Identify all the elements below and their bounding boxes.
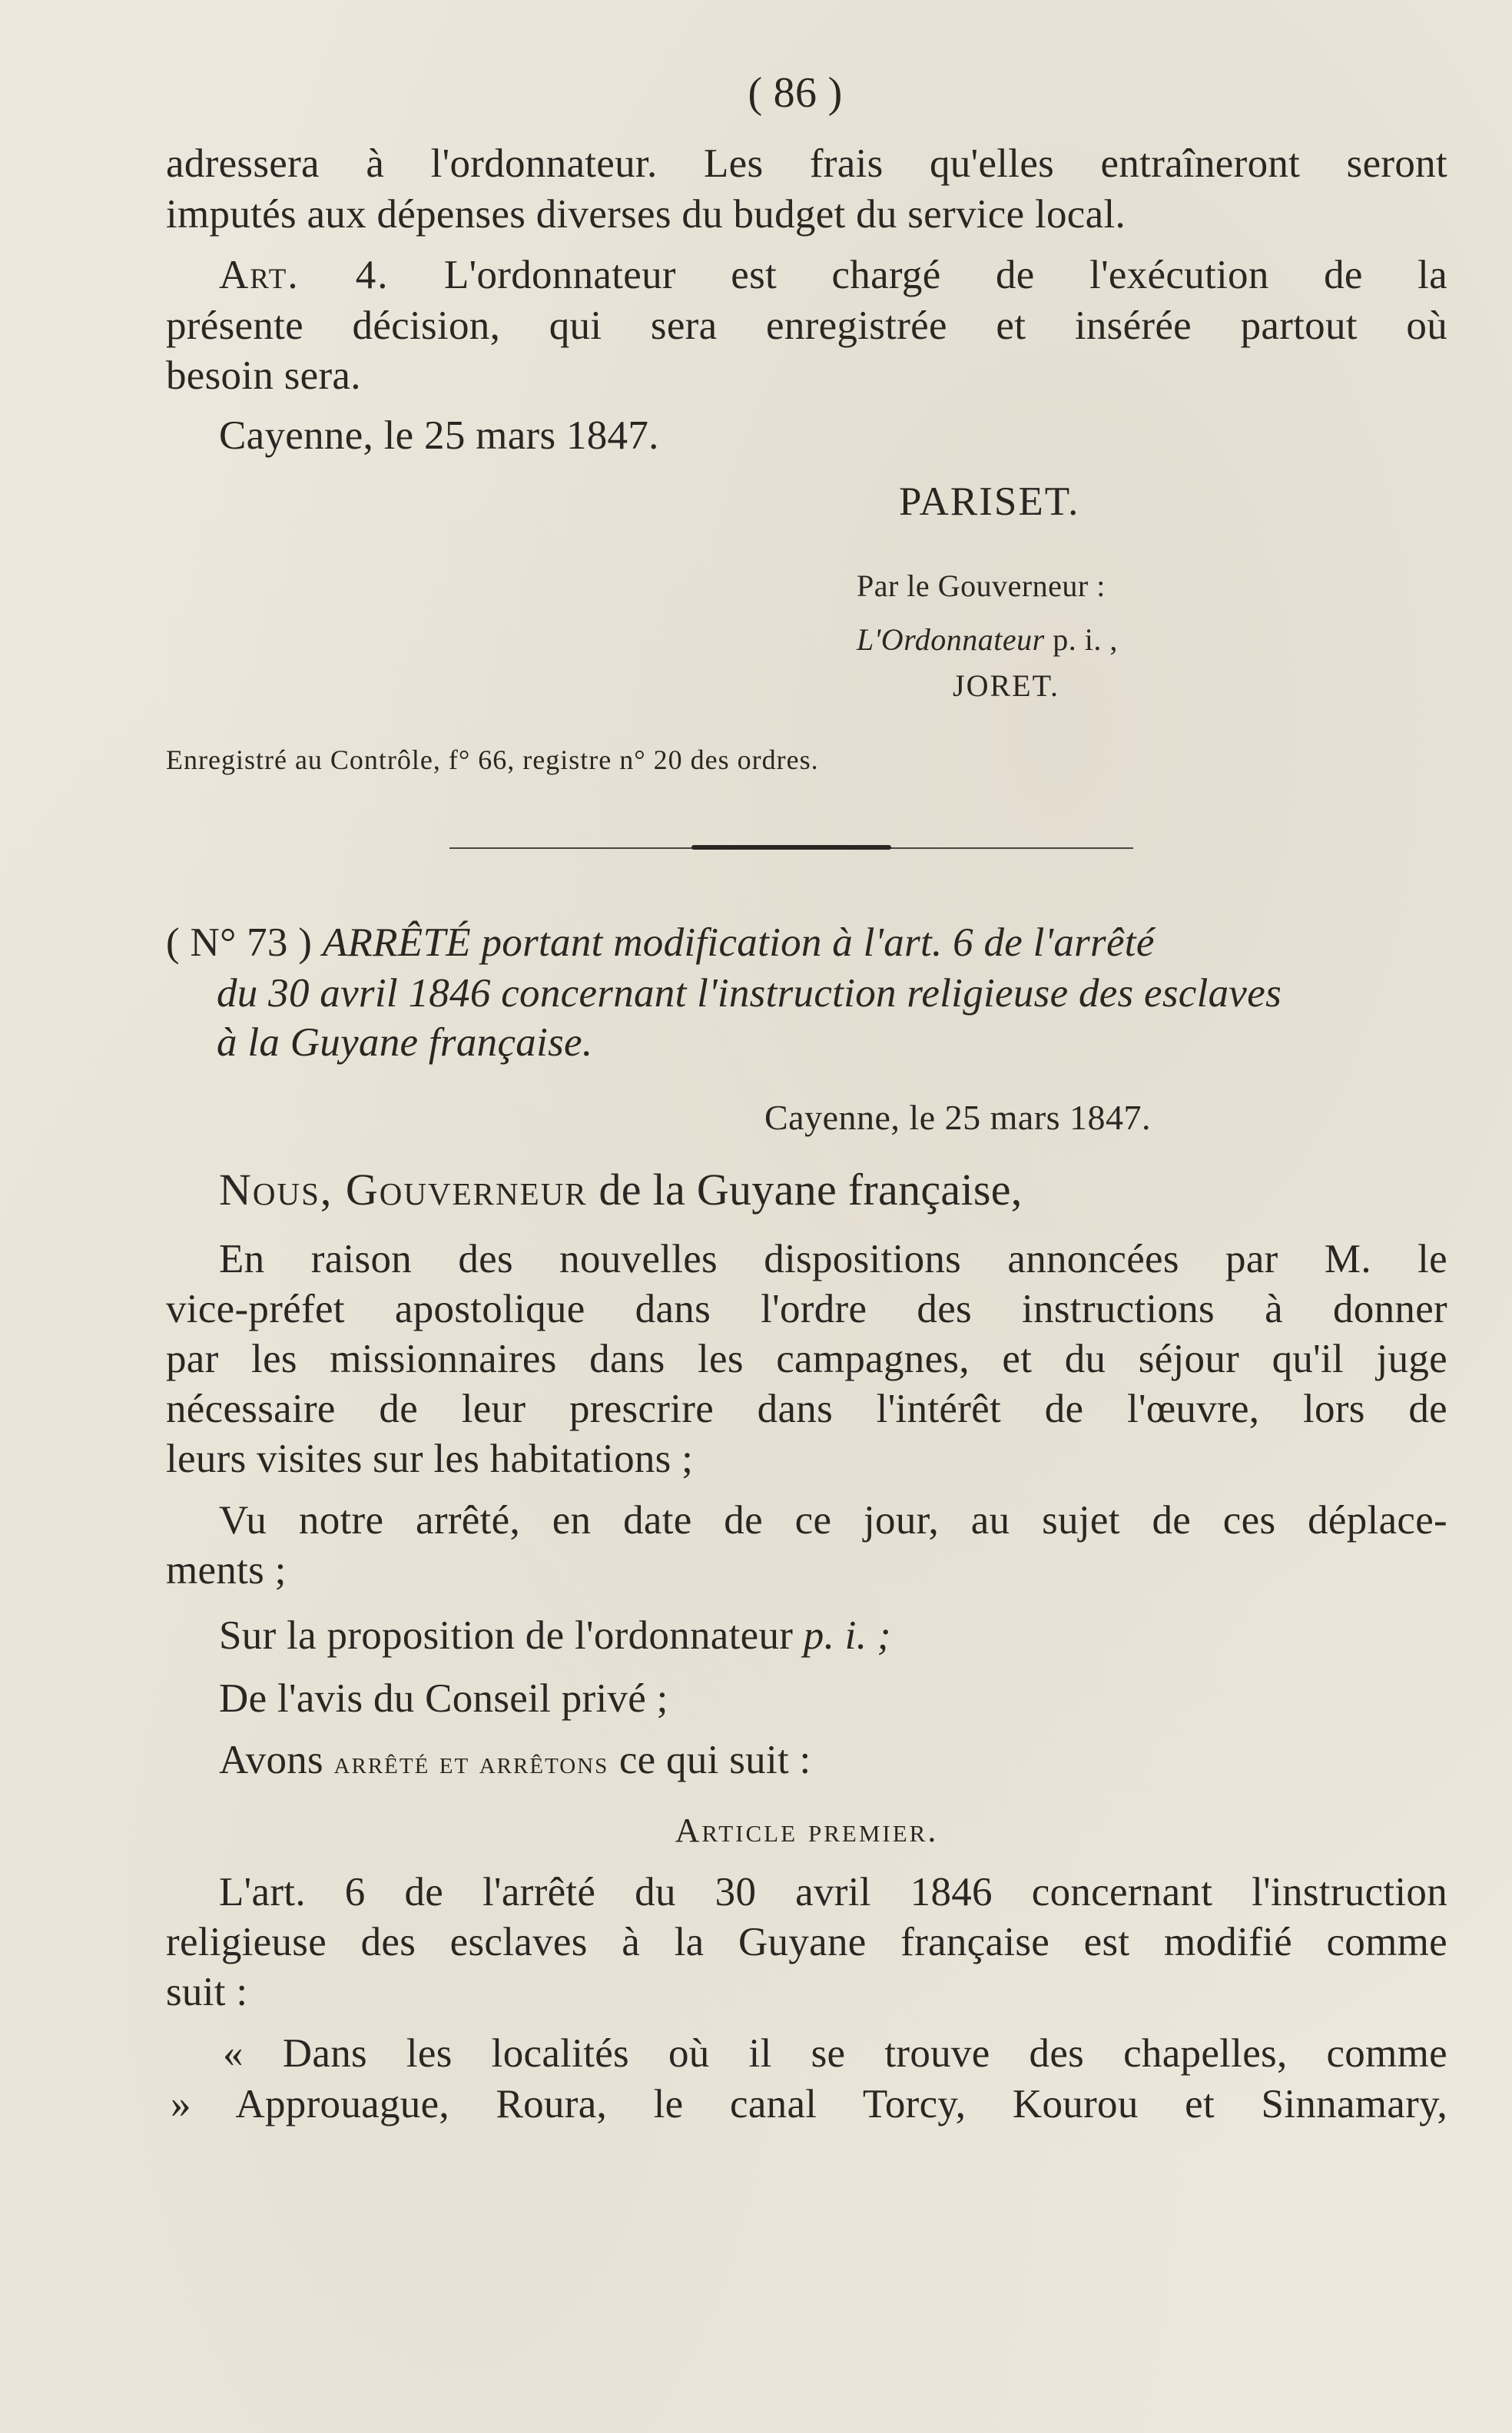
proposal-suffix: p. i. ; xyxy=(803,1613,891,1658)
continuation-line-1: adressera à l'ordonnateur. Les frais qu'elles entraîneront seront xyxy=(166,141,1447,186)
decree-formula xyxy=(219,1736,811,1787)
continuation-line-2: imputés aux dépenses diverses du budget du service local. xyxy=(166,192,1126,237)
decree-number: ( N° 73 ) xyxy=(166,920,313,965)
article-4-line-1 xyxy=(219,251,1447,299)
preamble-colony: de la Guyane française, xyxy=(598,1165,1023,1215)
article-4-label: Art. 4. xyxy=(219,253,390,297)
decree-formula-sc: arrêté et arrêtons xyxy=(333,1745,609,1781)
advice-line: De l'avis du Conseil privé ; xyxy=(219,1676,668,1721)
article-4-line-2: présente décision, qui sera enregistrée et insérée partout où xyxy=(166,303,1447,348)
considering-line-3: par les missionnaires dans les campagnes, et du séjour qu'il juge xyxy=(166,1337,1447,1381)
article-text-line-3: suit : xyxy=(166,1970,248,2014)
quote-line-2: » Approuague, Roura, le canal Torcy, Kourou et Sinnamary, xyxy=(171,2082,1447,2126)
decree-formula-end: ce qui suit : xyxy=(618,1738,811,1782)
ordonnateur-name: JORET. xyxy=(953,668,1060,703)
decree-title-line-1: ARRÊTÉ portant modification à l'art. 6 de l'arrêté xyxy=(322,920,1155,965)
preamble-line xyxy=(219,1166,1023,1214)
proposal-line xyxy=(219,1612,891,1659)
ordonnateur-line xyxy=(857,621,1118,659)
decree-title-line-2: du 30 avril 1846 concernant l'instruction religieuse des esclaves xyxy=(217,971,1282,1016)
seen-line-1: Vu notre arrêté, en date de ce jour, au sujet de ces déplace- xyxy=(219,1498,1447,1543)
article-text-line-1: L'art. 6 de l'arrêté du 30 avril 1846 concernant l'instruction xyxy=(219,1870,1447,1914)
first-decree-signatory: PARISET. xyxy=(899,479,1080,524)
decree-title-line-3: à la Guyane française. xyxy=(217,1020,593,1065)
article-4-text: L'ordonnateur est chargé de l'exécution de la xyxy=(443,253,1447,297)
decree-place-date: Cayenne, le 25 mars 1847. xyxy=(764,1098,1152,1137)
article-premier-heading: Article premier. xyxy=(675,1811,939,1849)
by-governor: Par le Gouverneur : xyxy=(857,568,1106,603)
decree-heading-line-1 xyxy=(166,919,1447,966)
page-number: ( 86 ) xyxy=(748,69,843,117)
considering-line-5: leurs visites sur les habitations ; xyxy=(166,1437,694,1481)
seen-line-2: ments ; xyxy=(166,1548,287,1593)
ordonnateur-suffix: p. i. , xyxy=(1053,622,1118,657)
proposal-text: Sur la proposition de l'ordonnateur xyxy=(219,1613,794,1658)
article-4-line-3: besoin sera. xyxy=(166,353,361,398)
article-text-line-2: religieuse des esclaves à la Guyane française est modifié comme xyxy=(166,1920,1447,1964)
considering-line-2: vice-préfet apostolique dans l'ordre des instructions à donner xyxy=(166,1287,1447,1331)
considering-line-1: En raison des nouvelles dispositions annoncées par M. le xyxy=(219,1237,1447,1281)
quote-line-1: « Dans les localités où il se trouve des chapelles, comme xyxy=(223,2031,1447,2076)
considering-line-4: nécessaire de leur prescrire dans l'intérêt de l'œuvre, lors de xyxy=(166,1387,1447,1431)
decree-formula-start: Avons xyxy=(219,1738,323,1782)
ordonnateur-title: L'Ordonnateur xyxy=(857,622,1045,657)
preamble-we-governor: Nous, Gouverneur xyxy=(219,1165,588,1215)
separator-rule-ornament xyxy=(691,845,891,850)
first-decree-place-date: Cayenne, le 25 mars 1847. xyxy=(219,413,659,458)
registration-note: Enregistré au Contrôle, f° 66, registre n° 20 des ordres. xyxy=(166,744,819,775)
